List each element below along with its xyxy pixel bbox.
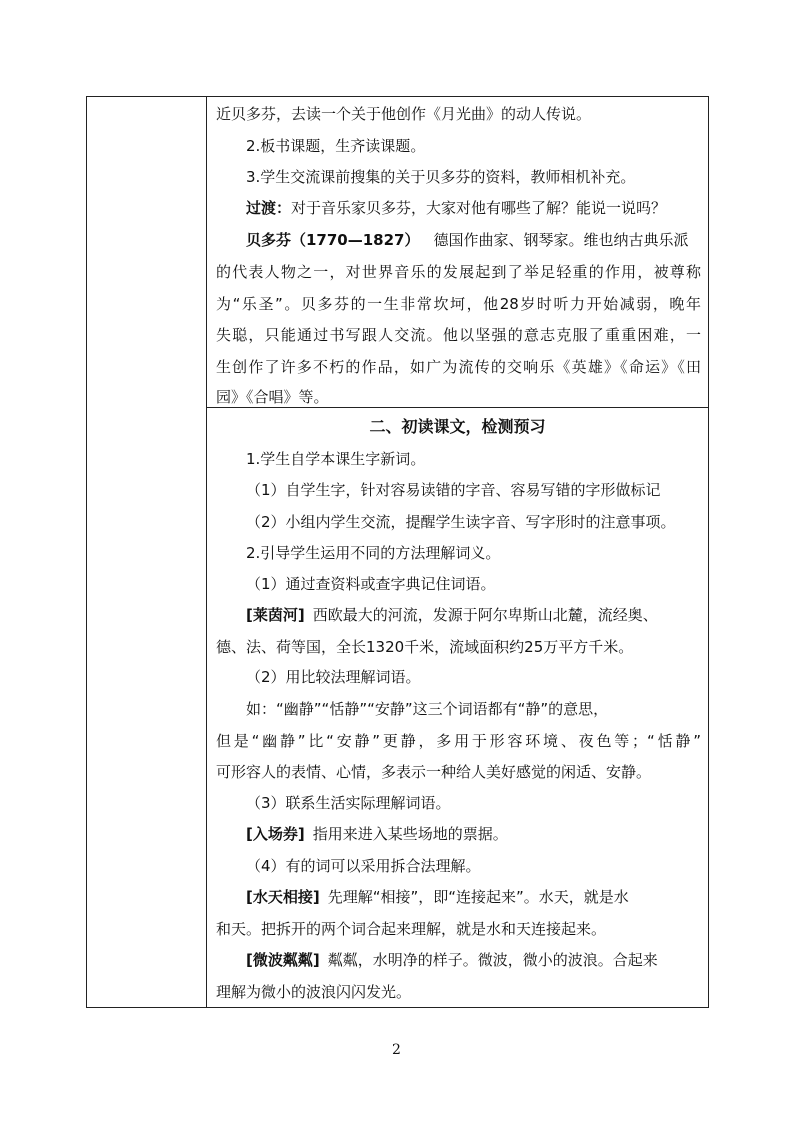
text-line: 理解为微小的波浪闪闪发光。 <box>216 983 412 1001</box>
table-column-divider <box>206 96 207 1008</box>
text-line: （1）自学生字，针对容易读错的字音、容易写错的字形做标记 <box>246 481 661 499</box>
term-label: [入场券] <box>246 825 305 843</box>
term-text: 西欧最大的河流，发源于阿尔卑斯山北麓，流经奥、 <box>312 606 658 624</box>
beethoven-text: 德国作曲家、钢琴家。维也纳古典乐派 <box>433 231 689 249</box>
term-line <box>246 950 701 970</box>
text-line: 2.板书课题，生齐读课题。 <box>246 137 426 155</box>
section-heading: 二、初读课文，检测预习 <box>369 417 546 436</box>
text-line: 为“乐圣”。贝多芬的一生非常坎坷，他28岁时听力开始减弱，晚年 <box>216 295 701 313</box>
text-line: 可形容人的表情、心情，多表示一种给人美好感觉的闲适、安静。 <box>216 763 652 781</box>
text-line: 3.学生交流课前搜集的关于贝多芬的资料，教师相机补充。 <box>246 168 636 186</box>
text-line: （3）联系生活实际理解词语。 <box>246 794 451 812</box>
text-line: 园》《合唱》等。 <box>216 388 329 406</box>
text-line: 的代表人物之一，对世界音乐的发展起到了举足轻重的作用，被尊称 <box>216 263 701 281</box>
term-label: [微波粼粼] <box>246 951 320 969</box>
transition-label: 过渡： <box>246 199 292 217</box>
text-line: 生创作了许多不朽的作品，如广为流传的交响乐《英雄》《命运》《田 <box>216 358 701 376</box>
text-line: 近贝多芬，去读一个关于他创作《月光曲》的动人传说。 <box>216 105 592 123</box>
transition-text: 对于音乐家贝多芬，大家对他有哪些了解？能说一说吗？ <box>291 199 667 217</box>
text-line: 德、法、荷等国，全长1320千米，流域面积约25万平方千米。 <box>216 638 634 656</box>
text-line: （4）有的词可以采用拆合法理解。 <box>246 857 481 875</box>
text-line: 失聪，只能通过书写跟人交流。他以坚强的意志克服了重重困难，一 <box>216 326 701 344</box>
term-text: 粼粼，水明净的样子。微波，微小的波浪。合起来 <box>327 951 658 969</box>
beethoven-name: 贝多芬（1770—1827） <box>246 231 420 249</box>
text-line: 但是“幽静”比“安静”更静，多用于形容环境、夜色等；“恬静” <box>216 732 701 750</box>
text-line: 如：“幽静”“恬静”“安静”这三个词语都有“静”的意思， <box>246 700 609 718</box>
term-text: 指用来进入某些场地的票据。 <box>312 825 508 843</box>
text-line: 和天。把拆开的两个词合起来理解，就是水和天连接起来。 <box>216 920 607 938</box>
term-text: 先理解“相接”，即“连接起来”。水天，就是水 <box>327 888 629 906</box>
beethoven-intro-line <box>246 230 701 250</box>
text-line: 1.学生自学本课生字新词。 <box>246 450 426 468</box>
text-line: 2.引导学生运用不同的方法理解词义。 <box>246 544 501 562</box>
term-line <box>246 887 701 907</box>
text-line: （2）小组内学生交流，提醒学生读字音、写字形时的注意事项。 <box>246 513 676 531</box>
transition-line <box>246 198 701 218</box>
text-line: （2）用比较法理解词语。 <box>246 668 421 686</box>
text-line: （1）通过查资料或查字典记住词语。 <box>246 575 496 593</box>
term-line <box>246 605 701 625</box>
page-number: 2 <box>392 1042 401 1058</box>
term-label: [水天相接] <box>246 888 320 906</box>
term-line <box>246 824 701 844</box>
term-label: [莱茵河] <box>246 606 305 624</box>
table-row-divider <box>206 407 709 408</box>
